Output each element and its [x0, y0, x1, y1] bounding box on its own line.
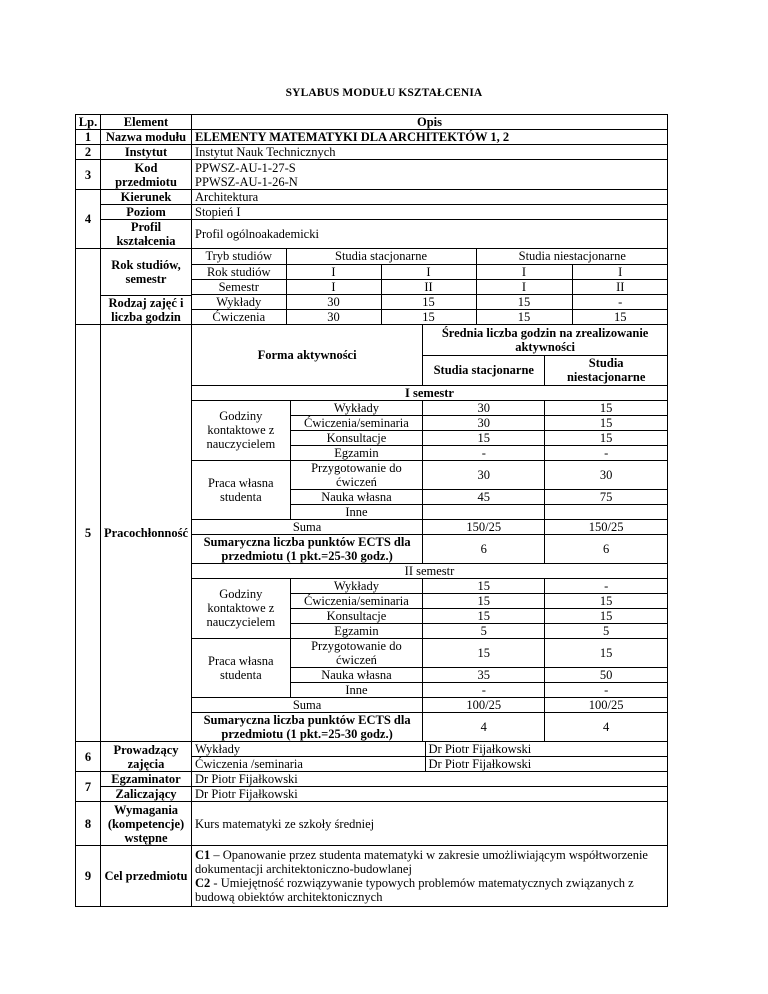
header-row — [76, 115, 668, 130]
s1-value: - — [545, 445, 667, 460]
lp-7: 7 — [76, 772, 101, 802]
label-prowadzacy: Prowadzący zajęcia — [101, 742, 192, 772]
forma-aktywnosci: Forma aktywności — [192, 325, 423, 385]
s1-value: 30 — [423, 400, 545, 415]
kod-n: PPWSZ-AU-1-26-N — [195, 174, 298, 189]
s2-value: 50 — [545, 667, 667, 682]
semestr-cell: II — [572, 279, 668, 294]
s2-label-suma: Suma — [192, 697, 423, 712]
s2-value: - — [545, 682, 667, 697]
label-rok-rodzaj — [101, 249, 192, 325]
s2-value: 15 — [423, 638, 545, 667]
semestr-cell: I — [286, 279, 381, 294]
row-kod — [76, 160, 668, 190]
row-rok-studiow — [76, 249, 668, 325]
label-cel-przedmiotu: Cel przedmiotu — [101, 846, 192, 907]
s1-label-wyklady: Wykłady — [290, 400, 423, 415]
rok-cell: I — [381, 264, 476, 279]
s2-value: 5 — [545, 623, 667, 638]
label-rok: Rok studiów — [192, 264, 286, 279]
label-kod-przedmiotu: Kod przedmiotu — [101, 160, 192, 190]
s1-label-inne: Inne — [290, 504, 423, 519]
s2-value: 15 — [423, 578, 545, 593]
header-studia-stac: Studia stacjonarne — [423, 355, 545, 385]
lp-4: 4 — [76, 190, 101, 249]
s2-label-wyklady: Wykłady — [290, 578, 423, 593]
s1-label-konsultacje: Konsultacje — [290, 430, 423, 445]
rok-cell: I — [572, 264, 668, 279]
s2-label-ects: Sumaryczna liczba punktów ECTS dla przedmiotu (1 pkt.=25-30 godz.) — [192, 712, 423, 741]
header-stacjonarne: Studia stacjonarne — [286, 249, 476, 264]
syllabus-table — [75, 114, 668, 907]
godziny-kontaktowe-2: Godziny kontaktowe z nauczycielem — [192, 578, 290, 638]
value-zaliczajacy: Dr Piotr Fijałkowski — [192, 787, 668, 802]
label-cwiczenia: Ćwiczenia — [192, 309, 286, 324]
s2-label-przygotowanie: Przygotowanie do ćwiczeń — [290, 638, 423, 667]
s1-value: 6 — [423, 534, 545, 563]
s1-value: 15 — [545, 415, 667, 430]
row-profil — [76, 220, 668, 249]
rok-grid — [192, 249, 668, 324]
lp-rok-empty — [76, 249, 101, 325]
label-instytut: Instytut — [101, 145, 192, 160]
s1-label-ects: Sumaryczna liczba punktów ECTS dla przedmiotu (1 pkt.=25-30 godz.) — [192, 534, 423, 563]
s1-value: - — [423, 445, 545, 460]
cwiczenia-cell: 15 — [476, 309, 572, 324]
syllabus-table-wrapper — [75, 114, 667, 907]
prowadzacy-wyklady: Dr Piotr Fijałkowski — [425, 742, 667, 757]
s2-value: 4 — [423, 712, 545, 741]
s2-value: 15 — [545, 638, 667, 667]
s1-label-nauka: Nauka własna — [290, 489, 423, 504]
semestr-cell: I — [476, 279, 572, 294]
value-nazwa-modulu: ELEMENTY MATEMATYKI DLA ARCHITEKTÓW 1, 2 — [192, 130, 668, 145]
lp-8: 8 — [76, 802, 101, 846]
s2-value: 4 — [545, 712, 667, 741]
s2-value: 100/25 — [423, 697, 545, 712]
s1-value: 150/25 — [545, 519, 667, 534]
label-rok-studiow: Rok studiów, semestr — [101, 249, 191, 296]
wyklady-cell: 30 — [286, 294, 381, 309]
label-pracochlonnosc: Pracochłonność — [101, 325, 192, 742]
prowadzacy-label-wyklady: Wykłady — [192, 742, 425, 757]
cel-c1-code: C1 — [195, 848, 211, 862]
row-poziom — [76, 205, 668, 220]
s1-value: 75 — [545, 489, 667, 504]
value-instytut: Instytut Nauk Technicznych — [192, 145, 668, 160]
s1-value: 15 — [423, 430, 545, 445]
header-element: Element — [101, 115, 192, 130]
lp-1: 1 — [76, 130, 101, 145]
value-profil: Profil ogólnoakademicki — [192, 220, 668, 249]
s2-value: - — [545, 578, 667, 593]
s1-label-suma: Suma — [192, 519, 423, 534]
row-nazwa-modulu — [76, 130, 668, 145]
s2-label-nauka: Nauka własna — [290, 667, 423, 682]
label-kierunek: Kierunek — [101, 190, 192, 205]
label-rodzaj-zajec: Rodzaj zajęć i liczba godzin — [108, 296, 184, 324]
header-opis: Opis — [192, 115, 668, 130]
cel-c2-code: C2 — [195, 876, 211, 890]
label-profil: Profil kształcenia — [101, 220, 192, 249]
label-poziom: Poziom — [101, 205, 192, 220]
s1-value: 15 — [545, 430, 667, 445]
wyklady-cell: 15 — [476, 294, 572, 309]
lp-2: 2 — [76, 145, 101, 160]
s1-value: 45 — [423, 489, 545, 504]
prowadzacy-cwiczenia: Dr Piotr Fijałkowski — [425, 757, 667, 772]
s1-label-cwiczenia: Ćwiczenia/seminaria — [290, 415, 423, 430]
value-cel-przedmiotu — [192, 846, 668, 907]
document-title: SYLABUS MODUŁU KSZTAŁCENIA — [285, 87, 483, 99]
s1-value: 30 — [545, 460, 667, 489]
cwiczenia-cell: 30 — [286, 309, 381, 324]
header-studia-niestac: Studia niestacjonarne — [545, 355, 667, 385]
s1-value: 150/25 — [423, 519, 545, 534]
wyklady-cell: - — [572, 294, 668, 309]
label-semestr: Semestr — [192, 279, 286, 294]
pracochlonnosc-grid — [192, 325, 667, 741]
praca-wlasna: Praca własna studenta — [192, 460, 290, 519]
s1-value: 6 — [545, 534, 667, 563]
s1-label-przygotowanie: Przygotowanie do ćwiczeń — [290, 460, 423, 489]
rok-grid-cell — [192, 249, 668, 325]
semestr-cell: II — [381, 279, 476, 294]
lp-9: 9 — [76, 846, 101, 907]
s2-value: 5 — [423, 623, 545, 638]
srednia-liczba-godzin: Średnia liczba godzin na zrealizowanie aktywności — [423, 325, 667, 355]
cel-c1 — [195, 848, 664, 876]
s2-label-konsultacje: Konsultacje — [290, 608, 423, 623]
value-kod — [192, 160, 668, 190]
lp-5: 5 — [76, 325, 101, 742]
value-egzaminator: Dr Piotr Fijałkowski — [192, 772, 668, 787]
s2-label-cwiczenia: Ćwiczenia/seminaria — [290, 593, 423, 608]
label-nazwa-modulu: Nazwa modułu — [101, 130, 192, 145]
s1-value — [423, 504, 545, 519]
s2-value: 15 — [423, 608, 545, 623]
s2-value: 35 — [423, 667, 545, 682]
rok-cell: I — [286, 264, 381, 279]
kod-s: PPWSZ-AU-1-27-S — [195, 160, 296, 175]
cel-c2 — [195, 876, 664, 904]
header-lp: Lp. — [76, 115, 101, 130]
s2-value: 15 — [545, 593, 667, 608]
row-kierunek — [76, 190, 668, 205]
s1-value — [545, 504, 667, 519]
s2-label-inne: Inne — [290, 682, 423, 697]
praca-wlasna-2: Praca własna studenta — [192, 638, 290, 697]
s2-value: 100/25 — [545, 697, 667, 712]
s1-value: 15 — [545, 400, 667, 415]
label-wymagania: Wymagania (kompetencje) wstępne — [101, 802, 192, 846]
s2-value: - — [423, 682, 545, 697]
lp-6: 6 — [76, 742, 101, 772]
s1-label-egzamin: Egzamin — [290, 445, 423, 460]
semestr-1-header: I semestr — [192, 385, 667, 400]
cwiczenia-cell: 15 — [572, 309, 668, 324]
label-zaliczajacy: Zaliczający — [101, 787, 192, 802]
lp-3: 3 — [76, 160, 101, 190]
prowadzacy-label-cwiczenia: Ćwiczenia /seminaria — [192, 757, 425, 772]
row-pracochlonnosc — [76, 325, 668, 742]
cel-c2-text: - Umiejętność rozwiązywanie typowych problemów matematycznych związanych z budową obiektów architektonicznych — [195, 876, 634, 904]
row-wymagania — [76, 802, 668, 846]
header-niestacjonarne: Studia niestacjonarne — [476, 249, 668, 264]
pracochlonnosc-grid-cell — [192, 325, 668, 742]
s2-label-egzamin: Egzamin — [290, 623, 423, 638]
semestr-2-header: II semestr — [192, 563, 667, 578]
s2-value: 15 — [545, 608, 667, 623]
label-egzaminator: Egzaminator — [101, 772, 192, 787]
value-poziom: Stopień I — [192, 205, 668, 220]
tryb-studiow: Tryb studiów — [192, 249, 286, 264]
s1-value: 30 — [423, 460, 545, 489]
value-kierunek: Architektura — [192, 190, 668, 205]
s1-value: 30 — [423, 415, 545, 430]
cwiczenia-cell: 15 — [381, 309, 476, 324]
prowadzacy-cell — [192, 742, 668, 772]
godziny-kontaktowe: Godziny kontaktowe z nauczycielem — [192, 400, 290, 460]
row-cel-przedmiotu — [76, 846, 668, 907]
prowadzacy-grid — [192, 742, 667, 771]
row-egzaminator — [76, 772, 668, 787]
row-prowadzacy — [76, 742, 668, 772]
label-wyklady: Wykłady — [192, 294, 286, 309]
wyklady-cell: 15 — [381, 294, 476, 309]
row-instytut — [76, 145, 668, 160]
value-wymagania: Kurs matematyki ze szkoły średniej — [192, 802, 668, 846]
cel-c1-text: – Opanowanie przez studenta matematyki w zakresie umożliwiającym współtworzenie dokumentacji architektoniczno-budowlanej — [195, 848, 648, 876]
row-zaliczajacy — [76, 787, 668, 802]
rok-cell: I — [476, 264, 572, 279]
s2-value: 15 — [423, 593, 545, 608]
